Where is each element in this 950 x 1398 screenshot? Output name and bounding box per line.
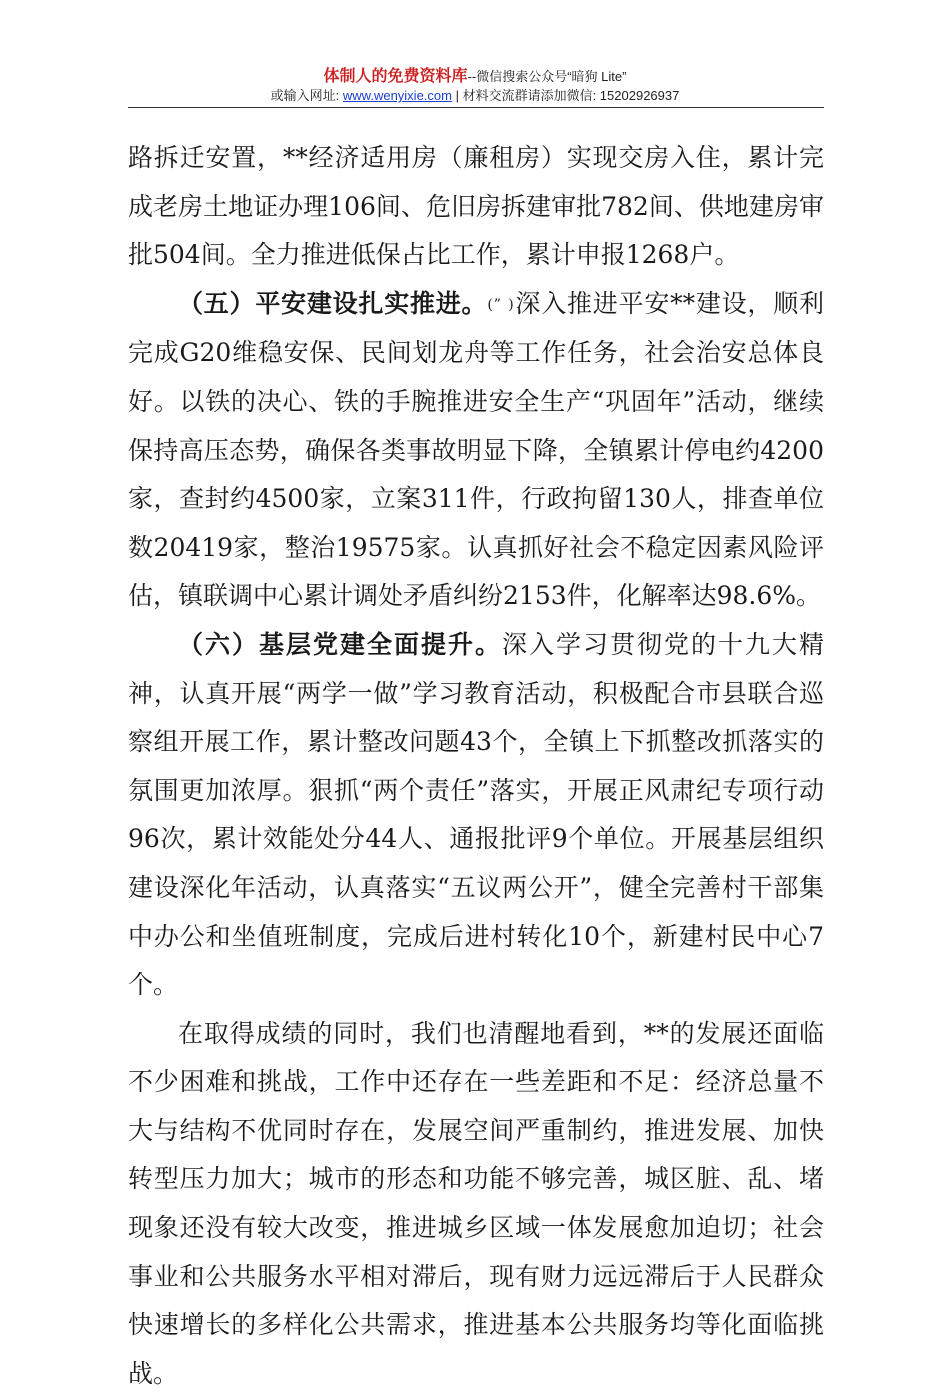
page-header — [0, 66, 950, 105]
section-heading-6: （六）基层党建全面提升。 — [178, 629, 502, 659]
paragraph-safety — [128, 280, 824, 621]
header-line-2 — [0, 87, 950, 105]
paragraph-continuation: 路拆迁安置，**经济适用房（廉租房）实现交房入住，累计完成老房土地证办理106间、危旧房拆建审批782间、供地建房审批504间。全力推进低保占比工作，累计申报1268户。 — [128, 143, 824, 270]
stray-mark: (” ) — [487, 296, 515, 313]
paragraph-challenges: 在取得成绩的同时，我们也清醒地看到，**的发展还面临不少困难和挑战，工作中还存在一些差距和不足：经济总量不大与结构不优同时存在，发展空间严重制约，推进发展、加快转型压力加大；城市的形态和功能不够完善，城区脏、乱、堵现象还没有较大改变，推进城乡区域一体发展愈加迫切；社会事业和公共服务水平相对滞后，现有财力远远滞后于人民群众快速增长的多样化公共需求，推进基本公共服务均等化面临挑战。 — [128, 1018, 824, 1388]
section-heading-5: （五）平安建设扎实推进。 — [178, 288, 488, 318]
header-line-1 — [0, 66, 950, 87]
header-divider — [128, 107, 824, 108]
paragraph-party-building — [128, 621, 824, 1010]
header-tagline: --微信搜索公众号“暗狗 Lite” — [467, 69, 627, 84]
paragraph-safety-body: 深入推进平安**建设，顺利完成G20维稳安保、民间划龙舟等工作任务，社会治安总体良好。以铁的决心、铁的手腕推进安全生产“巩固年”活动，继续保持高压态势，确保各类事故明显下降，全镇累计停电约4200家，查封约4500家，立案311件，行政拘留130人，排查单位数20419家，整治19575家。认真抓好社会不稳定因素风险评估，镇联调中心累计调处矛盾纠纷2153件，化解率达98.6%。 — [128, 288, 824, 611]
document-body — [128, 134, 824, 1398]
paragraph-party-building-body: 深入学习贯彻党的十九大精神，认真开展“两学一做”学习教育活动，积极配合市县联合巡察组开展工作，累计整改问题43个，全镇上下抓整改抓落实的氛围更加浓厚。狠抓“两个责任”落实，开展正风肃纪专项行动96次，累计效能处分44人、通报批评9个单位。开展基层组织建设深化年活动，认真落实“五议两公开”，健全完善村干部集中办公和坐值班制度，完成后进村转化10个，新建村民中心7个。 — [128, 629, 824, 1000]
header-brand: 体制人的免费资料库 — [323, 68, 468, 85]
header-url-link[interactable]: www.wenyixie.com — [342, 88, 452, 103]
header-contact: | 材料交流群请添加微信: 15202926937 — [451, 88, 680, 103]
header-url-prefix: 或输入网址: — [270, 88, 343, 103]
